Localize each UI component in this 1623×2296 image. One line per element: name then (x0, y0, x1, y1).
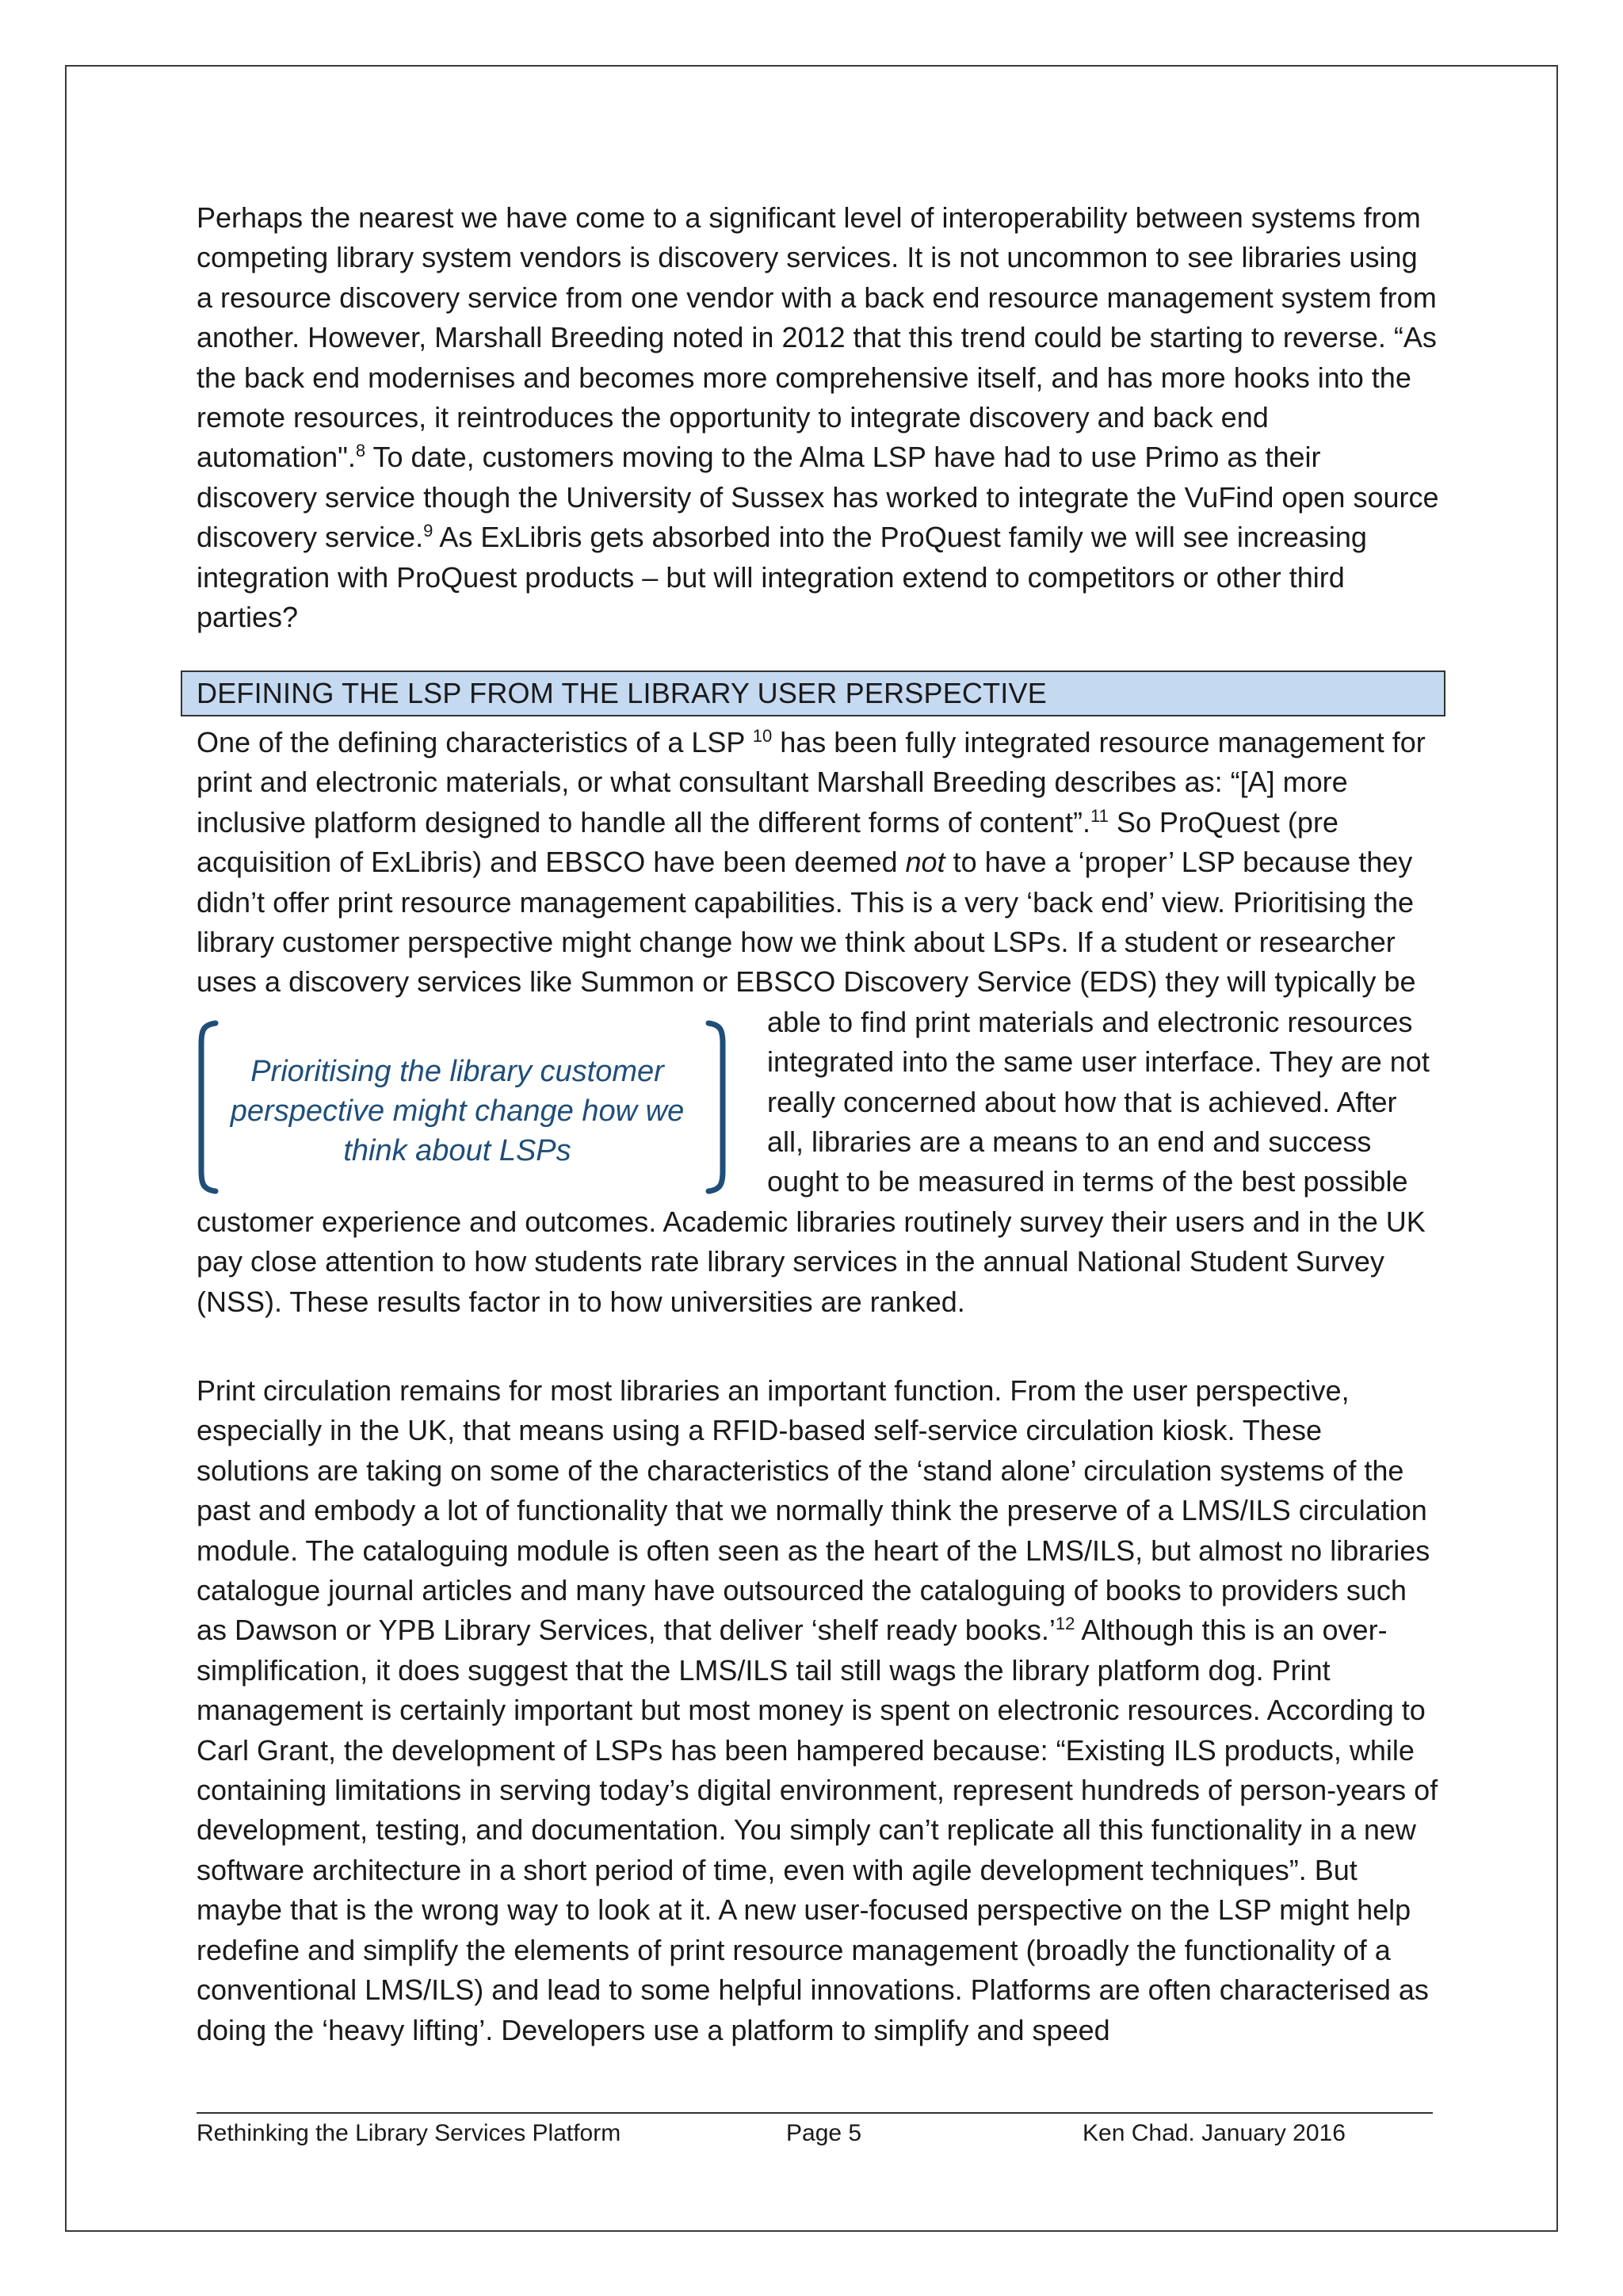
paragraph-print-circulation: Print circulation remains for most libraries an important function. From the user perspective, especially in the UK, that means using a RFID-based self-service circulation kiosk. These solutions are taking on some of the characteristics of the ‘stand alone’ circulation systems of the past and embody a lot of functionality that we normally think the preserve of a LMS/ILS circulation module. The cataloguing module is often seen as the heart of the LMS/ILS, but almost no libraries catalogue journal articles and many have outsourced the cataloguing of books to providers such as Dawson or YPB Library Services, that deliver ‘shelf ready books.’$^{12}$ Although this is an over-simplification, it does suggest that the LMS/ILS tail still wags the library platform dog. Print management is certainly important but most money is spent on electronic resources. According to Carl Grant, the development of LSPs has been hampered because: “Existing ILS products, while containing limitations in serving today’s digital environment, represent hundreds of person-years of development, testing, and documentation. You simply can’t replicate all this functionality in a new software architecture in a short period of time, even with agile development techniques”. But maybe that is the wrong way to look at it. A new user-focused perspective on the LSP might help redefine and simplify the elements of print resource management (broadly the functionality of a conventional LMS/ILS) and lead to some helpful innovations. Platforms are often characterised as doing the ‘heavy lifting’. Developers use a platform to simplify and speed (197, 1374, 1438, 2046)
paragraph-discovery-interoperability: Perhaps the nearest we have come to a significant level of interoperability between systems from competing library system vendors is discovery services. It is not uncommon to see libraries using a resource discovery service from one vendor with a back end resource management system from another. However, Marshall Breeding noted in 2012 that this trend could be starting to reverse. “As the back end modernises and becomes more comprehensive itself, and has more hooks into the remote resources, it reintroduces the opportunity to integrate discovery and back end automation".$^8$ To date, customers moving to the Alma LSP have had to use Primo as their discovery service though the University of Sussex has worked to integrate the VuFind open source discovery service.$^9$ As ExLibris gets absorbed into the ProQuest family we will see increasing integration with ProQuest products – but will integration extend to competitors or other third parties? (197, 201, 1439, 634)
footnote-ref-9[interactable]: 9 (423, 521, 433, 541)
footnote-ref-8[interactable]: 8 (355, 441, 366, 461)
paragraph-defining-lsp: One of the defining characteristics of a LSP $^{10}$ has been fully integrated resource management for print and electronic materials, or what consultant Marshall Breeding describes as: “[A] more inclusive platform designed to handle all the different forms of content”.$^{11}$ So ProQuest (pre acquisition of ExLibris) and EBSCO have been deemed not to have a ‘proper’ LSP because they didn’t offer print resource management capabilities. This is a very ‘back end’ view. Prioritising the library customer perspective might change how we think about LSPs. If a student or researcher uses a discovery services like Summon or EBSCO Discovery Service (EDS) they will typically be able to find print materials and electronic Prioritising the library customer perspective might change how we think about LSPs resources integrated into the same user interface. They are not really concerned about how that is achieved. After all, libraries are a means to an end and success ought to be measured in terms of the best possible customer experience and outcomes. Academic libraries routinely survey their users and in the UK pay close attention to how students rate library services in the annual National Student Survey (NSS). These results factor in to how universities are ranked. (197, 726, 1430, 1318)
footnote-ref-10[interactable]: 10 (752, 726, 773, 746)
footer-page-number: Page 5 (786, 2120, 862, 2146)
pull-quote-text: Prioritising the library customer perspective might change how we think about LSPs (230, 1054, 685, 1167)
pull-quote-box (195, 1003, 750, 1201)
paragraph2-text-before-quote: to have a ‘proper’ LSP because they didn’t offer print resource management capabilities. This is a very ‘back end’ view. Prioritising the library customer perspective might change how we think about LSPs. If a student or researcher uses a discovery services like Summon or EBSCO Discovery Service (EDS) they will typically be able to find print materials and electronic (197, 846, 1416, 1038)
footer-document-title: Rethinking the Library Services Platform (197, 2120, 621, 2146)
right-bracket-icon (705, 1020, 729, 1194)
footnote-ref-12[interactable]: 12 (1055, 1614, 1075, 1634)
footer-rule (197, 2112, 1433, 2114)
paragraph2-text-after-quote: resources integrated into the same user interface. They are not really concerned about how that is achieved. After all, libraries are a means to an end and success ought to be measured in terms of the best possible customer experience and outcomes. Academic libraries routinely survey their users and in the UK pay close attention to how students rate library services in the annual National Student Survey (NSS). These results factor in to how universities are ranked. (197, 1005, 1430, 1318)
footer-author-date: Ken Chad. January 2016 (1083, 2120, 1346, 2146)
section-heading: DEFINING THE LSP FROM THE LIBRARY USER PERSPECTIVE (181, 670, 1445, 716)
footnote-ref-11[interactable]: 11 (1090, 805, 1109, 826)
emphasis-not: not (905, 846, 945, 879)
